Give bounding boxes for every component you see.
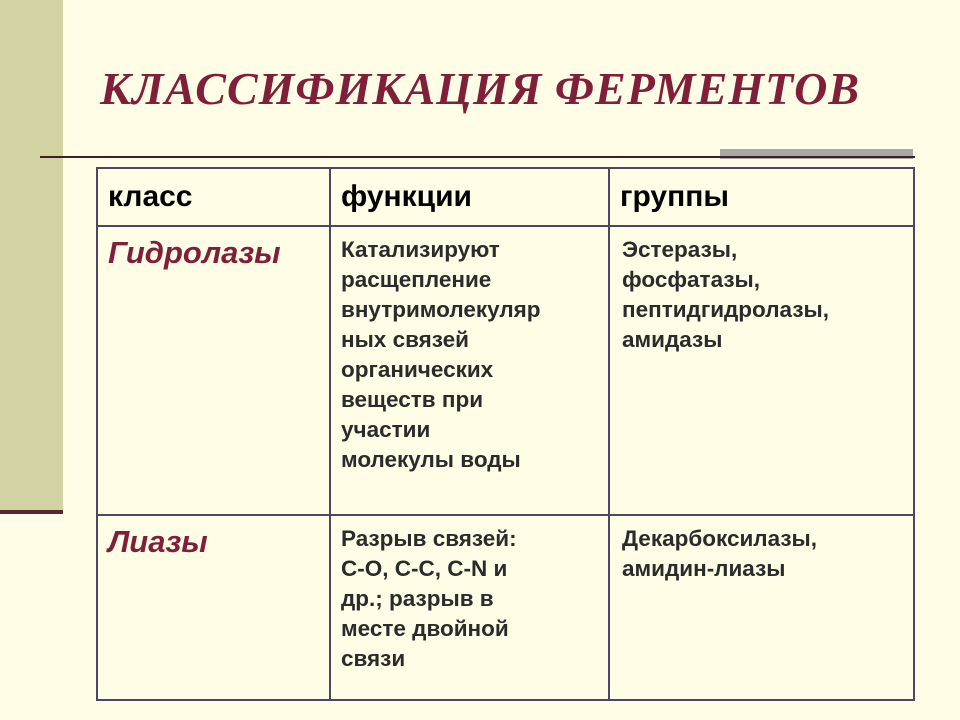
functions-line: молекулы воды <box>341 447 521 472</box>
groups-line: амидазы <box>622 327 723 352</box>
functions-line: Разрыв связей: <box>341 526 517 551</box>
enzyme-classification-table <box>96 167 913 701</box>
functions-line: Катализируют <box>341 237 500 262</box>
table-row <box>97 515 914 700</box>
functions-line: расщепление <box>341 267 492 292</box>
slide-title: КЛАССИФИКАЦИЯ ФЕРМЕНТОВ <box>99 63 861 114</box>
functions-line: ных связей <box>341 327 469 352</box>
header-groups: группы <box>609 168 914 226</box>
title-underline <box>40 156 915 158</box>
header-class: класс <box>97 168 330 226</box>
class-cell: Гидролазы <box>97 226 330 515</box>
table-row <box>97 226 914 515</box>
functions-line: веществ при <box>341 387 484 412</box>
functions-line: др.; разрыв в <box>341 586 494 611</box>
groups-line: Эстеразы, <box>622 237 738 262</box>
functions-line: месте двойной <box>341 616 509 641</box>
groups-line: амидин-лиазы <box>622 556 786 581</box>
functions-cell <box>330 226 609 515</box>
groups-line: Декарбоксилазы, <box>622 526 818 551</box>
groups-cell <box>609 226 914 515</box>
functions-line: органических <box>341 357 494 382</box>
class-cell: Лиазы <box>97 515 330 700</box>
functions-line: С-О, С-С, С-N и <box>341 556 508 581</box>
groups-line: пептидгидролазы, <box>622 297 829 322</box>
functions-cell <box>330 515 609 700</box>
sidebar-divider <box>0 510 63 514</box>
functions-line: связи <box>341 646 406 671</box>
table-header-row <box>97 168 914 226</box>
groups-line: фосфатазы, <box>622 267 761 292</box>
groups-cell <box>609 515 914 700</box>
functions-line: внутримолекуляр <box>341 297 541 322</box>
functions-line: участии <box>341 417 431 442</box>
header-functions: функции <box>330 168 609 226</box>
